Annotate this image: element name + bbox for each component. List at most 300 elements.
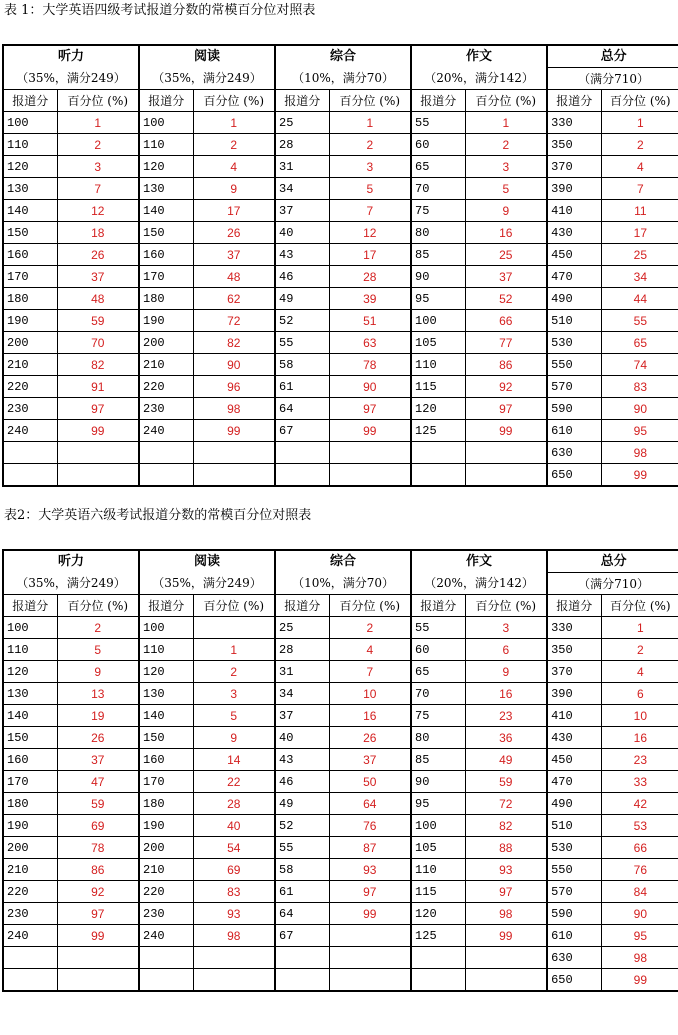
table-row xyxy=(3,288,678,310)
score-cell: 130 xyxy=(139,178,193,200)
percentile-cell: 62 xyxy=(193,288,275,310)
score-cell: 100 xyxy=(3,112,57,134)
col-pct-header: 百分位 (%) xyxy=(193,90,275,112)
section-name: 综合 xyxy=(275,45,411,68)
score-cell: 190 xyxy=(3,310,57,332)
score-cell: 120 xyxy=(139,156,193,178)
percentile-cell: 96 xyxy=(193,376,275,398)
section-weight: （满分710） xyxy=(547,68,678,90)
percentile-cell: 95 xyxy=(601,420,678,442)
score-cell: 43 xyxy=(275,749,329,771)
score-cell: 90 xyxy=(411,266,465,288)
percentile-cell xyxy=(329,947,411,969)
percentile-cell: 2 xyxy=(57,617,139,639)
percentile-cell: 99 xyxy=(601,464,678,487)
score-cell xyxy=(139,947,193,969)
score-cell: 370 xyxy=(547,661,601,683)
col-pct-header: 百分位 (%) xyxy=(465,90,547,112)
percentile-cell: 90 xyxy=(193,354,275,376)
table-row xyxy=(3,200,678,222)
score-cell: 34 xyxy=(275,683,329,705)
score-cell: 530 xyxy=(547,837,601,859)
col-pct-header: 百分位 (%) xyxy=(57,595,139,617)
percentile-cell: 48 xyxy=(193,266,275,288)
table-row xyxy=(3,837,678,859)
percentile-cell: 69 xyxy=(193,859,275,881)
score-cell: 110 xyxy=(3,134,57,156)
score-cell: 52 xyxy=(275,310,329,332)
table-row xyxy=(3,771,678,793)
score-cell: 100 xyxy=(411,310,465,332)
table1-caption: 表 1：大学英语四级考试报道分数的常模百分位对照表 xyxy=(4,3,316,18)
score-cell: 75 xyxy=(411,705,465,727)
score-cell: 34 xyxy=(275,178,329,200)
score-cell: 55 xyxy=(275,837,329,859)
score-cell: 37 xyxy=(275,705,329,727)
score-cell: 70 xyxy=(411,178,465,200)
percentile-cell: 2 xyxy=(57,134,139,156)
percentile-cell: 55 xyxy=(601,310,678,332)
score-cell: 61 xyxy=(275,881,329,903)
score-cell: 65 xyxy=(411,661,465,683)
percentile-cell: 1 xyxy=(465,112,547,134)
score-cell: 490 xyxy=(547,793,601,815)
percentile-cell: 26 xyxy=(57,244,139,266)
percentile-cell: 99 xyxy=(193,420,275,442)
score-cell: 125 xyxy=(411,925,465,947)
percentile-cell: 76 xyxy=(329,815,411,837)
score-cell: 31 xyxy=(275,661,329,683)
percentile-cell xyxy=(57,969,139,992)
score-cell xyxy=(411,464,465,487)
col-pct-header: 百分位 (%) xyxy=(193,595,275,617)
score-cell: 110 xyxy=(139,639,193,661)
percentile-cell: 12 xyxy=(329,222,411,244)
col-score-header: 报道分 xyxy=(547,595,601,617)
table1-grid xyxy=(2,44,678,487)
percentile-cell: 3 xyxy=(329,156,411,178)
percentile-cell: 93 xyxy=(193,903,275,925)
score-cell: 330 xyxy=(547,617,601,639)
score-cell: 100 xyxy=(411,815,465,837)
percentile-cell: 78 xyxy=(57,837,139,859)
score-cell: 630 xyxy=(547,442,601,464)
percentile-cell: 92 xyxy=(57,881,139,903)
percentile-cell: 26 xyxy=(193,222,275,244)
percentile-cell: 11 xyxy=(601,200,678,222)
percentile-cell: 1 xyxy=(193,639,275,661)
score-cell xyxy=(139,464,193,487)
table-row xyxy=(3,178,678,200)
percentile-cell: 66 xyxy=(465,310,547,332)
score-cell xyxy=(275,969,329,992)
score-cell: 25 xyxy=(275,617,329,639)
score-cell: 140 xyxy=(139,200,193,222)
score-cell: 120 xyxy=(411,398,465,420)
column-header-row xyxy=(3,90,678,112)
percentile-cell: 54 xyxy=(193,837,275,859)
score-cell: 370 xyxy=(547,156,601,178)
score-cell: 67 xyxy=(275,420,329,442)
percentile-cell: 37 xyxy=(57,266,139,288)
col-score-header: 报道分 xyxy=(411,595,465,617)
score-cell: 200 xyxy=(139,837,193,859)
score-cell: 140 xyxy=(139,705,193,727)
score-cell: 470 xyxy=(547,771,601,793)
score-cell: 67 xyxy=(275,925,329,947)
percentile-cell: 97 xyxy=(329,881,411,903)
score-cell: 37 xyxy=(275,200,329,222)
score-cell: 430 xyxy=(547,222,601,244)
col-pct-header: 百分位 (%) xyxy=(465,595,547,617)
percentile-cell: 9 xyxy=(465,661,547,683)
score-cell: 220 xyxy=(3,881,57,903)
score-cell: 55 xyxy=(411,112,465,134)
percentile-cell: 19 xyxy=(57,705,139,727)
percentile-cell: 72 xyxy=(465,793,547,815)
score-cell: 150 xyxy=(139,222,193,244)
score-cell: 160 xyxy=(139,749,193,771)
score-cell: 180 xyxy=(3,288,57,310)
percentile-cell: 47 xyxy=(57,771,139,793)
section-weight: （20%，满分142） xyxy=(411,573,547,595)
score-cell: 100 xyxy=(3,617,57,639)
table-row xyxy=(3,925,678,947)
percentile-cell xyxy=(465,969,547,992)
score-cell: 200 xyxy=(139,332,193,354)
percentile-cell: 86 xyxy=(57,859,139,881)
percentile-cell: 97 xyxy=(465,398,547,420)
percentile-cell: 9 xyxy=(193,727,275,749)
score-cell: 570 xyxy=(547,881,601,903)
score-cell: 52 xyxy=(275,815,329,837)
score-cell xyxy=(275,947,329,969)
score-cell: 240 xyxy=(139,925,193,947)
percentile-cell: 16 xyxy=(601,727,678,749)
percentile-cell xyxy=(193,442,275,464)
percentile-cell xyxy=(329,969,411,992)
score-cell xyxy=(411,947,465,969)
col-pct-header: 百分位 (%) xyxy=(601,90,678,112)
percentile-cell: 50 xyxy=(329,771,411,793)
score-cell: 40 xyxy=(275,727,329,749)
col-score-header: 报道分 xyxy=(411,90,465,112)
table2-grid xyxy=(2,549,678,992)
score-cell: 150 xyxy=(139,727,193,749)
section-sub-row xyxy=(3,573,678,595)
table-row xyxy=(3,859,678,881)
score-cell xyxy=(3,464,57,487)
percentile-cell: 59 xyxy=(57,310,139,332)
table-row xyxy=(3,969,678,992)
percentile-cell: 23 xyxy=(465,705,547,727)
percentile-cell: 88 xyxy=(465,837,547,859)
score-cell: 49 xyxy=(275,288,329,310)
percentile-cell: 4 xyxy=(329,639,411,661)
col-score-header: 报道分 xyxy=(139,90,193,112)
percentile-cell: 66 xyxy=(601,837,678,859)
table-row xyxy=(3,376,678,398)
percentile-cell xyxy=(57,442,139,464)
table-row xyxy=(3,947,678,969)
score-cell: 64 xyxy=(275,903,329,925)
score-cell: 180 xyxy=(139,793,193,815)
score-cell: 530 xyxy=(547,332,601,354)
score-cell: 80 xyxy=(411,727,465,749)
percentile-cell: 39 xyxy=(329,288,411,310)
percentile-cell: 7 xyxy=(57,178,139,200)
percentile-cell: 17 xyxy=(601,222,678,244)
score-cell: 115 xyxy=(411,881,465,903)
percentile-cell: 5 xyxy=(57,639,139,661)
score-cell: 100 xyxy=(139,617,193,639)
score-cell: 160 xyxy=(139,244,193,266)
score-cell: 40 xyxy=(275,222,329,244)
percentile-cell xyxy=(57,464,139,487)
percentile-cell: 98 xyxy=(465,903,547,925)
percentile-cell: 1 xyxy=(329,112,411,134)
score-cell: 240 xyxy=(3,925,57,947)
percentile-cell: 25 xyxy=(601,244,678,266)
score-cell: 230 xyxy=(139,903,193,925)
percentile-cell: 6 xyxy=(465,639,547,661)
percentile-cell: 99 xyxy=(329,420,411,442)
percentile-cell: 9 xyxy=(465,200,547,222)
table-row xyxy=(3,112,678,134)
score-cell: 590 xyxy=(547,903,601,925)
percentile-cell: 5 xyxy=(193,705,275,727)
percentile-cell: 9 xyxy=(57,661,139,683)
score-cell: 125 xyxy=(411,420,465,442)
percentile-cell: 98 xyxy=(193,398,275,420)
percentile-cell: 92 xyxy=(465,376,547,398)
percentile-cell xyxy=(465,442,547,464)
percentile-cell: 26 xyxy=(57,727,139,749)
percentile-cell: 99 xyxy=(601,969,678,992)
score-cell: 85 xyxy=(411,244,465,266)
percentile-cell: 78 xyxy=(329,354,411,376)
percentile-cell: 37 xyxy=(57,749,139,771)
col-score-header: 报道分 xyxy=(547,90,601,112)
col-score-header: 报道分 xyxy=(275,90,329,112)
percentile-cell: 25 xyxy=(465,244,547,266)
score-cell: 90 xyxy=(411,771,465,793)
table-row xyxy=(3,815,678,837)
section-weight: （35%，满分249） xyxy=(3,573,139,595)
percentile-cell: 51 xyxy=(329,310,411,332)
percentile-cell: 7 xyxy=(329,661,411,683)
score-cell: 110 xyxy=(411,354,465,376)
percentile-cell: 4 xyxy=(601,156,678,178)
percentile-cell: 28 xyxy=(329,266,411,288)
score-cell: 180 xyxy=(3,793,57,815)
score-cell: 190 xyxy=(139,815,193,837)
score-cell: 510 xyxy=(547,815,601,837)
percentile-cell: 34 xyxy=(601,266,678,288)
percentile-cell: 97 xyxy=(465,881,547,903)
section-weight: （20%，满分142） xyxy=(411,68,547,90)
score-cell: 350 xyxy=(547,639,601,661)
percentile-cell: 93 xyxy=(329,859,411,881)
percentile-cell: 99 xyxy=(57,420,139,442)
score-cell: 210 xyxy=(139,859,193,881)
percentile-cell: 1 xyxy=(601,617,678,639)
percentile-cell: 33 xyxy=(601,771,678,793)
score-cell: 95 xyxy=(411,288,465,310)
score-cell: 220 xyxy=(3,376,57,398)
section-weight: （满分710） xyxy=(547,573,678,595)
percentile-cell: 13 xyxy=(57,683,139,705)
score-cell: 590 xyxy=(547,398,601,420)
score-cell xyxy=(411,442,465,464)
percentile-cell: 10 xyxy=(329,683,411,705)
percentile-cell: 59 xyxy=(57,793,139,815)
score-cell: 140 xyxy=(3,200,57,222)
percentile-cell: 91 xyxy=(57,376,139,398)
score-cell: 630 xyxy=(547,947,601,969)
section-weight: （35%，满分249） xyxy=(139,573,275,595)
percentile-cell xyxy=(193,947,275,969)
percentile-cell: 70 xyxy=(57,332,139,354)
score-cell: 410 xyxy=(547,200,601,222)
score-cell: 120 xyxy=(139,661,193,683)
percentile-cell: 17 xyxy=(193,200,275,222)
score-cell: 60 xyxy=(411,639,465,661)
score-cell: 650 xyxy=(547,464,601,487)
score-cell: 390 xyxy=(547,178,601,200)
section-header-row xyxy=(3,550,678,573)
score-cell xyxy=(411,969,465,992)
percentile-cell: 42 xyxy=(601,793,678,815)
score-cell: 75 xyxy=(411,200,465,222)
percentile-cell: 72 xyxy=(193,310,275,332)
table-row xyxy=(3,156,678,178)
percentile-cell: 98 xyxy=(601,442,678,464)
percentile-cell: 7 xyxy=(601,178,678,200)
col-score-header: 报道分 xyxy=(275,595,329,617)
percentile-cell: 3 xyxy=(193,683,275,705)
percentile-cell: 93 xyxy=(465,859,547,881)
table-row xyxy=(3,881,678,903)
percentile-cell: 7 xyxy=(329,200,411,222)
percentile-cell: 83 xyxy=(601,376,678,398)
score-cell: 210 xyxy=(3,354,57,376)
percentile-cell: 76 xyxy=(601,859,678,881)
percentile-cell: 4 xyxy=(601,661,678,683)
percentile-cell: 3 xyxy=(57,156,139,178)
section-weight: （35%，满分249） xyxy=(139,68,275,90)
score-cell: 550 xyxy=(547,859,601,881)
table-row xyxy=(3,398,678,420)
section-weight: （10%，满分70） xyxy=(275,573,411,595)
section-sub-row xyxy=(3,68,678,90)
score-cell: 130 xyxy=(139,683,193,705)
table-row xyxy=(3,793,678,815)
score-cell: 120 xyxy=(3,156,57,178)
table-row xyxy=(3,420,678,442)
col-pct-header: 百分位 (%) xyxy=(329,90,411,112)
table2 xyxy=(2,549,677,992)
score-cell: 570 xyxy=(547,376,601,398)
percentile-cell: 99 xyxy=(57,925,139,947)
section-name: 总分 xyxy=(547,550,678,573)
section-name: 听力 xyxy=(3,45,139,68)
table-row xyxy=(3,727,678,749)
percentile-cell: 48 xyxy=(57,288,139,310)
percentile-cell: 97 xyxy=(329,398,411,420)
percentile-cell: 98 xyxy=(193,925,275,947)
table-row xyxy=(3,661,678,683)
table-row xyxy=(3,332,678,354)
percentile-cell: 74 xyxy=(601,354,678,376)
score-cell: 430 xyxy=(547,727,601,749)
percentile-cell: 36 xyxy=(465,727,547,749)
percentile-cell: 99 xyxy=(465,925,547,947)
percentile-cell: 44 xyxy=(601,288,678,310)
score-cell: 230 xyxy=(3,398,57,420)
score-cell: 105 xyxy=(411,837,465,859)
percentile-cell: 82 xyxy=(465,815,547,837)
percentile-cell: 10 xyxy=(601,705,678,727)
percentile-cell: 87 xyxy=(329,837,411,859)
score-cell: 43 xyxy=(275,244,329,266)
percentile-cell: 37 xyxy=(193,244,275,266)
percentile-cell xyxy=(329,464,411,487)
section-name: 作文 xyxy=(411,550,547,573)
percentile-cell: 16 xyxy=(329,705,411,727)
score-cell: 170 xyxy=(139,266,193,288)
score-cell: 510 xyxy=(547,310,601,332)
percentile-cell: 2 xyxy=(193,134,275,156)
percentile-cell: 97 xyxy=(57,903,139,925)
score-cell: 28 xyxy=(275,134,329,156)
section-weight: （35%，满分249） xyxy=(3,68,139,90)
section-name: 综合 xyxy=(275,550,411,573)
percentile-cell: 1 xyxy=(57,112,139,134)
score-cell: 105 xyxy=(411,332,465,354)
percentile-cell: 69 xyxy=(57,815,139,837)
table-row xyxy=(3,639,678,661)
score-cell: 180 xyxy=(139,288,193,310)
score-cell: 160 xyxy=(3,244,57,266)
percentile-cell: 49 xyxy=(465,749,547,771)
score-cell: 550 xyxy=(547,354,601,376)
percentile-cell: 59 xyxy=(465,771,547,793)
percentile-cell: 86 xyxy=(465,354,547,376)
percentile-cell: 2 xyxy=(329,617,411,639)
percentile-cell: 53 xyxy=(601,815,678,837)
score-cell: 60 xyxy=(411,134,465,156)
score-cell: 450 xyxy=(547,244,601,266)
score-cell: 240 xyxy=(139,420,193,442)
percentile-cell: 99 xyxy=(465,420,547,442)
percentile-cell: 63 xyxy=(329,332,411,354)
percentile-cell: 40 xyxy=(193,815,275,837)
score-cell: 120 xyxy=(411,903,465,925)
table-row xyxy=(3,705,678,727)
score-cell: 85 xyxy=(411,749,465,771)
score-cell: 160 xyxy=(3,749,57,771)
score-cell: 200 xyxy=(3,332,57,354)
score-cell: 490 xyxy=(547,288,601,310)
score-cell: 115 xyxy=(411,376,465,398)
table-row xyxy=(3,222,678,244)
score-cell xyxy=(275,464,329,487)
percentile-cell: 99 xyxy=(329,903,411,925)
score-cell: 170 xyxy=(3,266,57,288)
score-cell: 220 xyxy=(139,376,193,398)
percentile-cell: 98 xyxy=(601,947,678,969)
